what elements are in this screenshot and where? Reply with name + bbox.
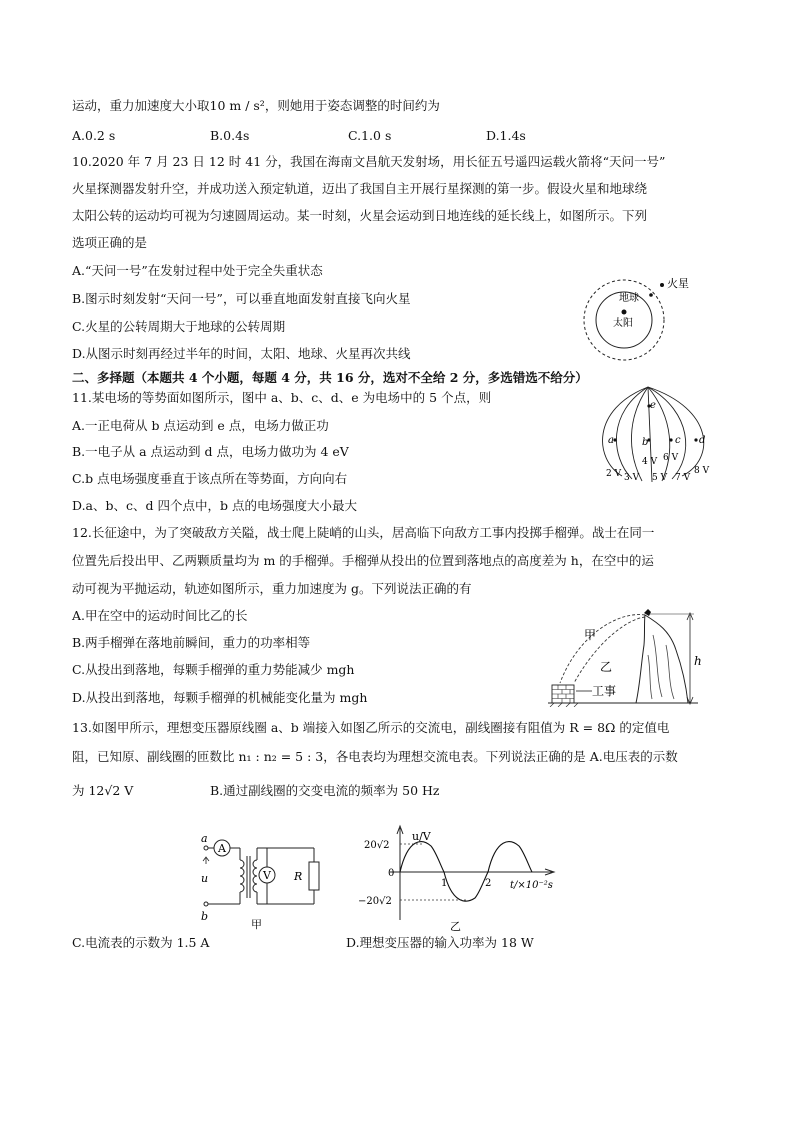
label-jia: 甲 [584,628,597,642]
question-9-stem: 运动，重力加速度大小取10 m / s²，则她用于姿态调整的时间约为 [72,98,440,113]
q12-option-c: C.从投出到落地，每颗手榴弹的重力势能减少 mgh [72,662,355,677]
q9-option-c: C.1.0 s [348,128,392,143]
equipotential-diagram [596,384,716,490]
voltage-7v: 7 V [675,473,691,483]
voltage-6v: 6 V [663,453,679,463]
question-10-stem-2: 火星探测器发射升空，并成功送入预定轨道，迈出了我国自主开展行星探测的第一步。假设火星和地球绕 [72,181,648,196]
q13-option-d: D.理想变压器的输入功率为 18 W [346,935,534,950]
circuit-caption: 甲 [251,918,262,930]
question-13-stem-1: 13.如图甲所示，理想变压器原线圈 a、b 端接入如图乙所示的交流电，副线圈接有阻值为 R = 8Ω 的定值电 [72,720,670,735]
q10-option-d: D.从图示时刻再经过半年的时间，太阳、地球、火星再次共线 [72,346,411,361]
question-11-stem: 11.某电场的等势面如图所示，图中 a、b、c、d、e 为电场中的 5 个点，则 [72,390,492,405]
label-gongshi: 工事 [592,684,617,698]
q10-option-c: C.火星的公转周期大于地球的公转周期 [72,319,286,334]
voltage-8v: 8 V [694,466,710,476]
mars-label: 火星 [667,277,689,290]
projectile-diagram [548,605,703,707]
point-a-label: a [608,435,614,446]
y-tick-top: 20√2 [364,840,390,851]
q13-option-c: C.电流表的示数为 1.5 A [72,935,210,950]
q11-option-c: C.b 点电场强度垂直于该点所在等势面，方向向右 [72,471,348,486]
question-12-stem-2: 位置先后投出甲、乙两颗质量均为 m 的手榴弹。手榴弹从投出的位置到落地点的高度差为 h，在空中的运 [72,553,654,568]
question-12-stem-3: 动可视为平抛运动，轨迹如图所示，重力加速度为 g。下列说法正确的有 [72,581,472,596]
sun-dot [622,310,627,315]
question-10-stem-3: 太阳公转的运动均可视为匀速圆周运动。某一时刻，火星会运动到日地连线的延长线上，如图所示。下列 [72,208,648,223]
q12-option-d: D.从投出到落地，每颗手榴弹的机械能变化量为 mgh [72,690,368,705]
terminal-a-label: a [201,832,208,845]
y-axis-label: u/V [412,830,431,843]
q9-option-b: B.0.4s [210,128,250,143]
voltage-u-label: u [201,872,209,885]
label-yi: 乙 [600,660,613,674]
point-c-label: c [675,435,681,446]
ammeter-label: A [218,842,226,855]
question-10-stem-4: 选项正确的是 [72,235,148,250]
transformer-circuit [196,830,331,930]
orbit-diagram [583,270,703,370]
question-13-stem-2: 阻，已知原、副线圈的匝数比 n₁ : n₂ = 5 : 3，各电表均为理想交流电表。下列说法正确的是 A.电压表的示数 [72,749,678,764]
voltage-2v: 2 V [606,469,622,479]
ac-waveform-graph [356,818,566,934]
q12-option-a: A.甲在空中的运动时间比乙的长 [72,608,248,623]
q11-option-b: B.一电子从 a 点运动到 d 点，电场力做功为 4 eV [72,444,349,459]
question-13-stem-3: 为 12√2 V [72,783,134,798]
y-tick-zero: 0 [388,868,395,879]
earth-dot [649,293,653,297]
x-axis-label: t/×10⁻²s [510,880,553,891]
q9-option-d: D.1.4s [486,128,526,143]
q10-option-a: A.“天问一号”在发射过程中处于完全失重状态 [72,263,323,278]
point-e-label: e [650,400,656,411]
voltmeter-label: V [263,869,271,882]
q10-option-b: B.图示时刻发射“天问一号”，可以垂直地面发射直接飞向火星 [72,291,411,306]
q11-option-d: D.a、b、c、d 四个点中，b 点的电场强度大小最大 [72,498,357,513]
label-h: h [694,654,702,668]
q13-option-b: B.通过副线圈的交变电流的频率为 50 Hz [210,783,440,798]
resistor-label: R [294,870,303,883]
sun-label: 太阳 [613,318,633,329]
q12-option-b: B.两手榴弹在落地前瞬间，重力的功率相等 [72,635,311,650]
question-12-stem-1: 12.长征途中，为了突破敌方关隘，战士爬上陡峭的山头，居高临下向敌方工事内投掷手榴弹。战士在同一 [72,525,655,540]
section-2-heading: 二、多择题（本题共 4 个小题，每题 4 分，共 16 分，选对不全给 2 分，多选错选不给分） [72,370,588,385]
earth-label: 地球 [619,293,639,304]
question-10-stem-1: 10.2020 年 7 月 23 日 12 时 41 分，我国在海南文昌航天发射场，用长征五号遥四运载火箭将“天问一号” [72,154,666,169]
voltage-5v: 5 V [652,473,668,483]
x-tick-1: 1 [441,878,448,889]
mars-dot [660,283,664,287]
q9-option-a: A.0.2 s [72,128,116,143]
x-tick-2: 2 [485,878,492,889]
point-d-label: d [699,435,706,446]
graph-caption: 乙 [450,920,461,933]
point-b-label: b [642,437,649,448]
voltage-3v: 3 V [624,473,640,483]
q11-option-a: A.一正电荷从 b 点运动到 e 点，电场力做正功 [72,418,329,433]
y-tick-bottom: −20√2 [358,896,392,907]
voltage-4v: 4 V [642,457,658,467]
terminal-b-label: b [201,910,209,923]
